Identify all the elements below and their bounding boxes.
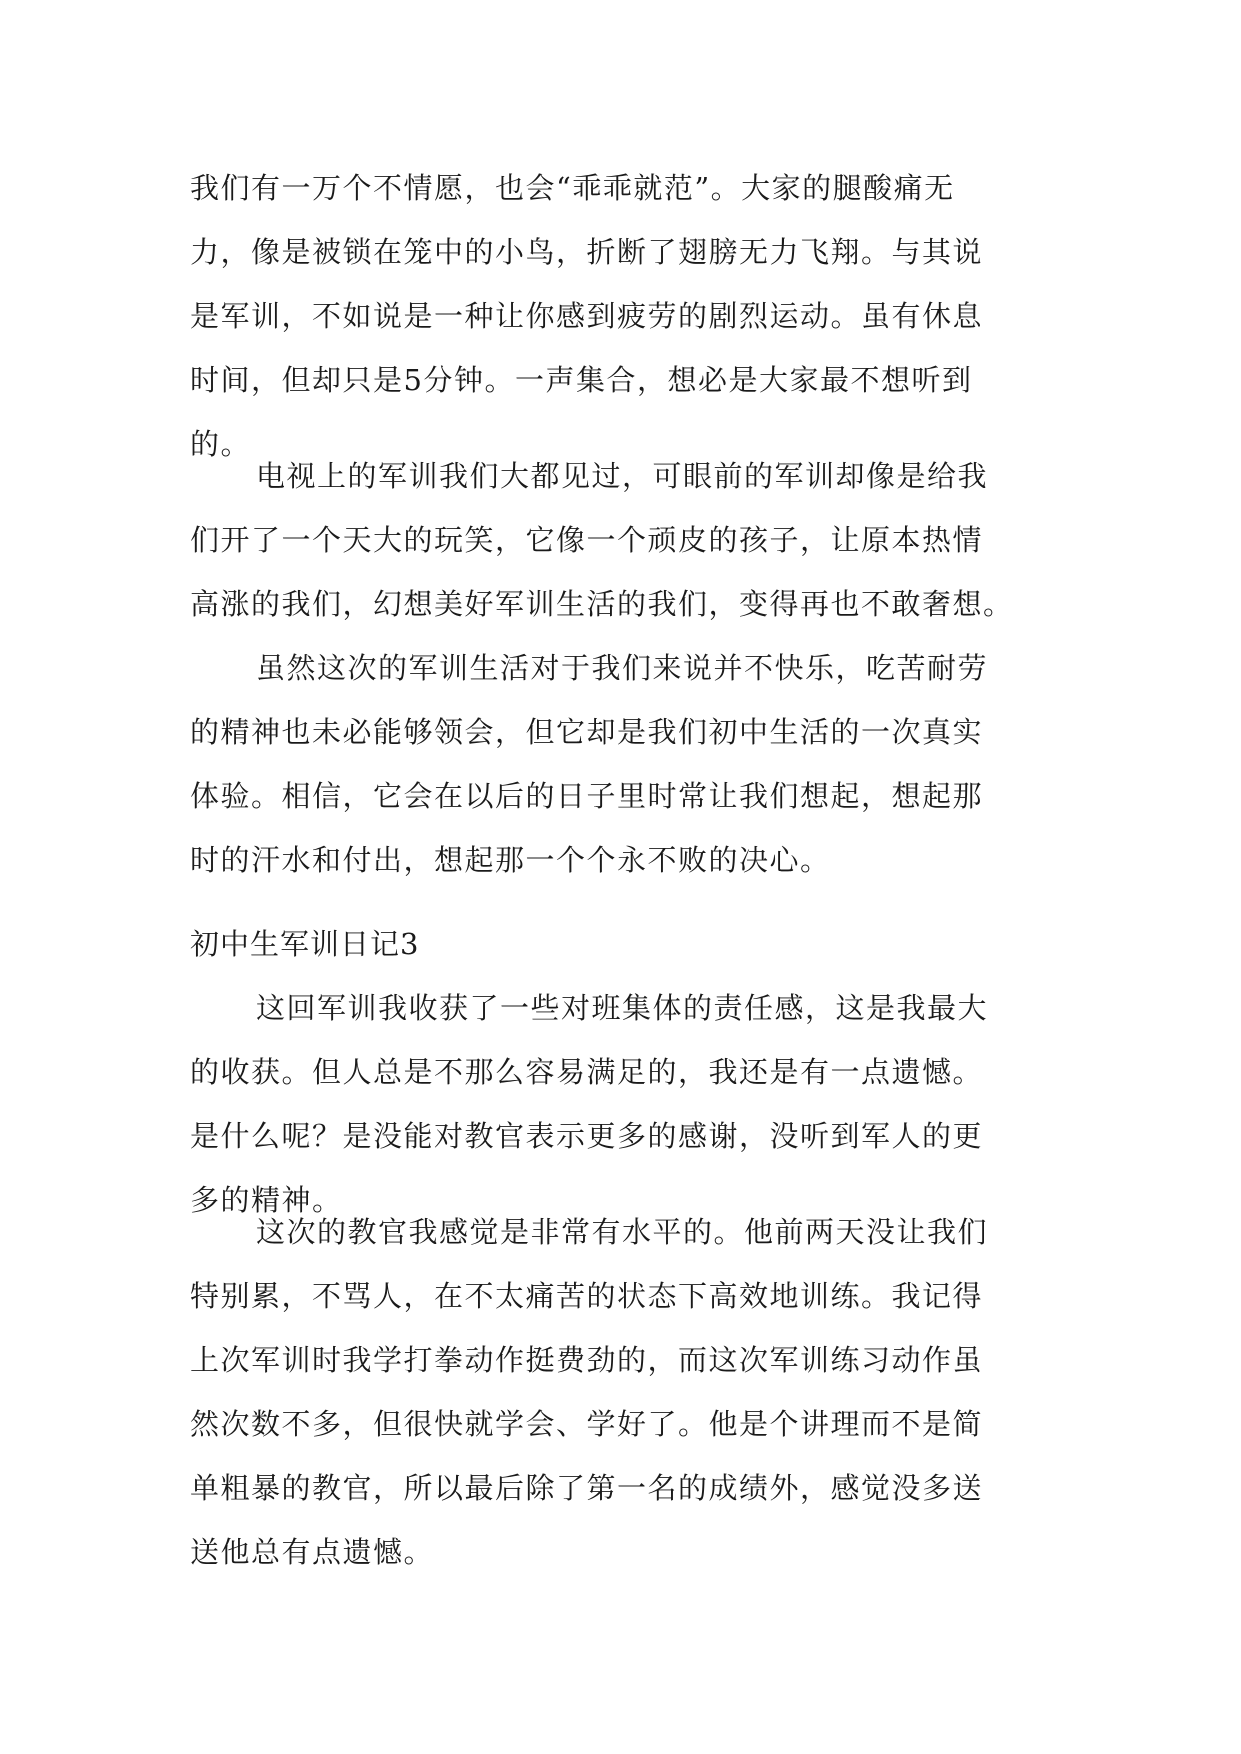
section-title: 初中生军训日记3: [190, 927, 420, 961]
paragraph-continuation: 我们有一万个不情愿，也会“乖乖就范”。大家的腿酸痛无 力，像是被锁在笼中的小鸟，折断了翅膀无力飞翔。与其说 是军训，不如说是一种让你感到疲劳的剧烈运动。虽有休息 时间，但却只是5分钟。一声集合，想必是大家最不想听到 的。: [190, 171, 984, 461]
paragraph-tv-training: 电视上的军训我们大都见过，可眼前的军训却像是给我 们开了一个天大的玩笑，它像一个顽皮的孩子，让原本热情 高涨的我们，幻想美好军训生活的我们，变得再也不敢奢想。: [190, 459, 1014, 621]
paragraph-responsibility: 这回军训我收获了一些对班集体的责任感，这是我最大 的收获。但人总是不那么容易满足的，我还是有一点遗憾。 是什么呢？是没能对教官表示更多的感谢，没听到军人的更 多的精神。: [190, 991, 989, 1217]
paragraph-experience: 虽然这次的军训生活对于我们来说并不快乐，吃苦耐劳 的精神也未必能够领会，但它却是我们初中生活的一次真实 体验。相信，它会在以后的日子里时常让我们想起，想起那 时的汗水和付出，想起那一个个永不败的决心。: [190, 651, 989, 877]
paragraph-instructor: 这次的教官我感觉是非常有水平的。他前两天没让我们 特别累，不骂人，在不太痛苦的状态下高效地训练。我记得 上次军训时我学打拳动作挺费劲的，而这次军训练习动作虽 然次数不多，但很快就学会、学好了。他是个讲理而不是简 单粗暴的教官，所以最后除了第一名的成绩外，感觉没多送 送他总有点遗憾。: [190, 1215, 989, 1569]
